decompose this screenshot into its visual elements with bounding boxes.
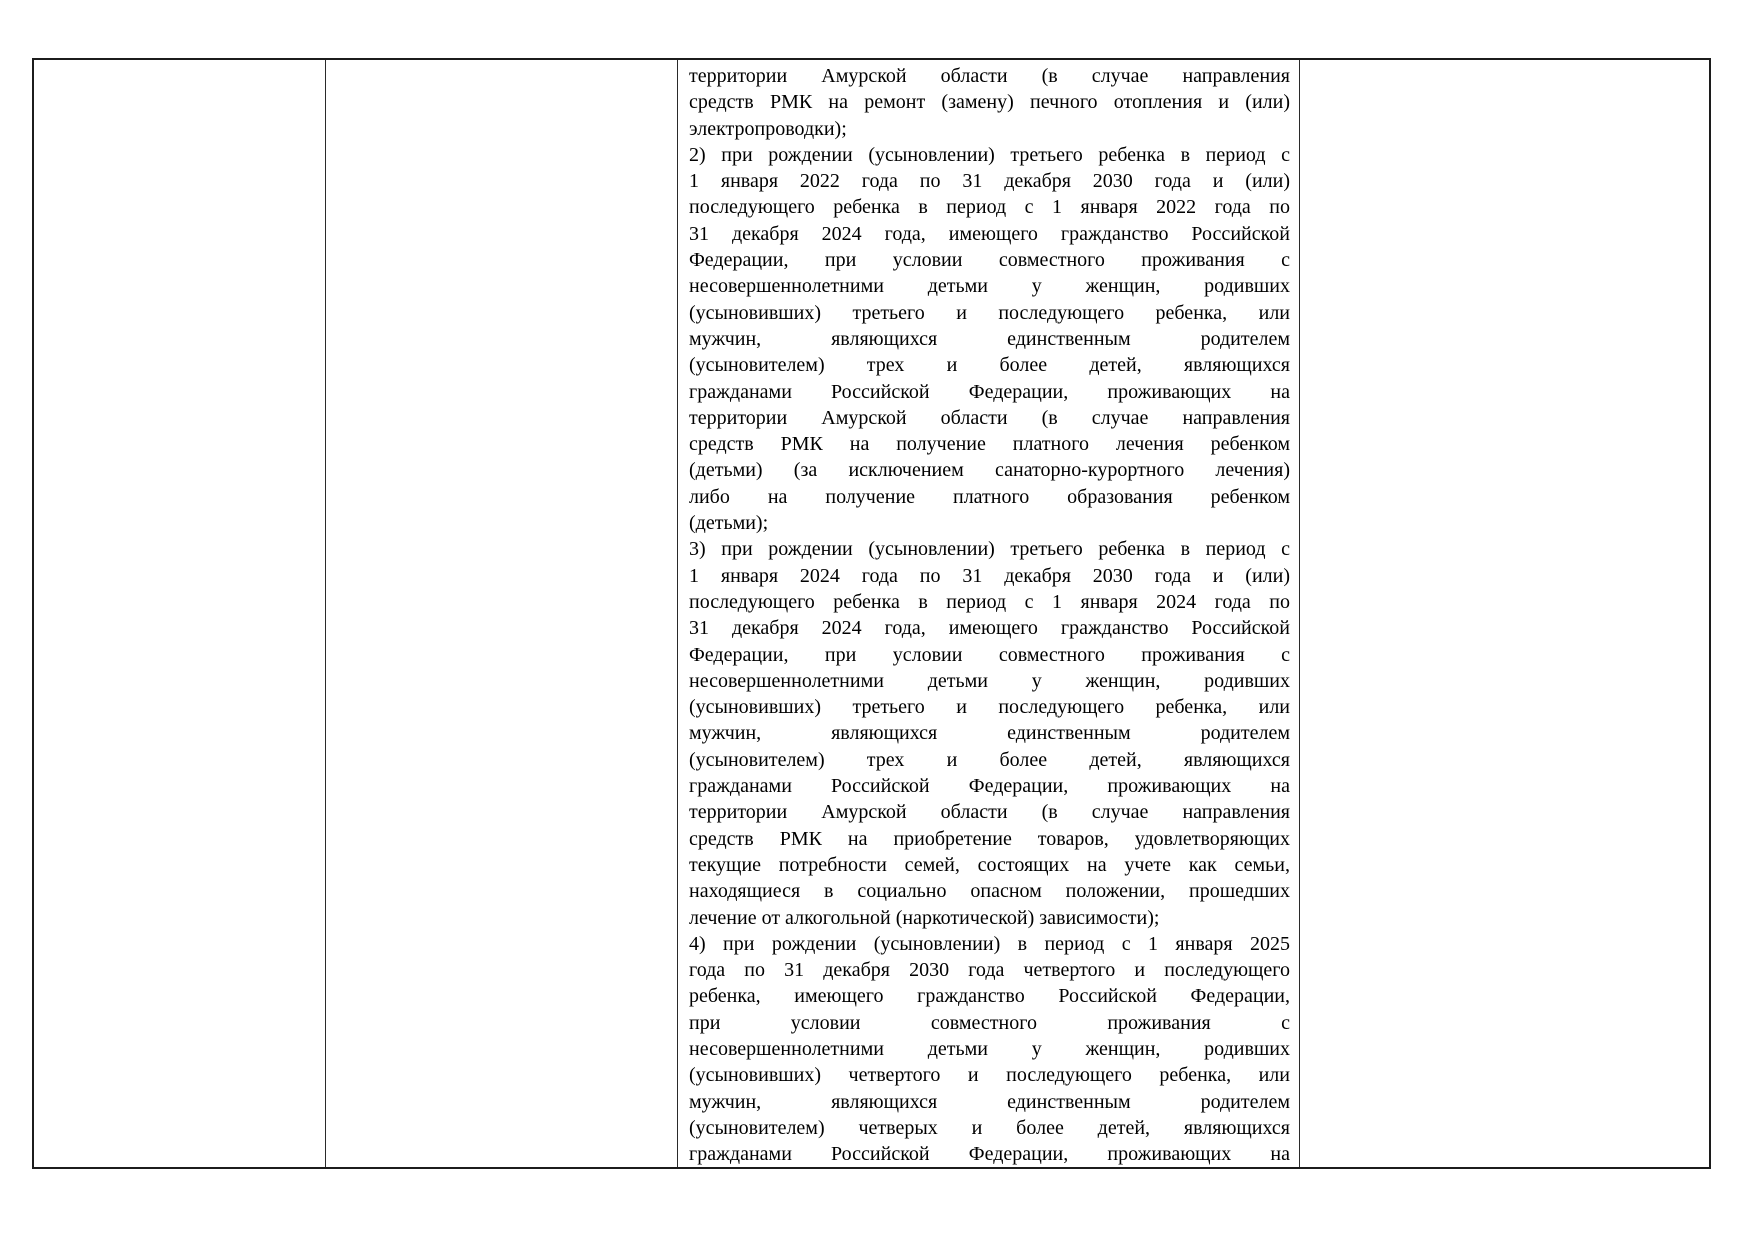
text-line: территории Амурской области (в случае направления (689, 65, 1290, 87)
text-line: гражданами Российской Федерации, проживающих на (689, 1143, 1290, 1166)
text-line: Федерации, при условии совместного проживания с (689, 643, 1290, 666)
text-line: 4) при рождении (усыновлении) в период с 1 января 2025 (689, 932, 1290, 955)
text-line: текущие потребности семей, состоящих на учете как семьи, (689, 853, 1290, 876)
text-line: последующего ребенка в период с 1 января 2022 года по (689, 196, 1290, 219)
text-line: (усыновивших) четвертого и последующего ребенка, или (689, 1064, 1290, 1087)
text-line: 31 декабря 2024 года, имеющего гражданство Российской (689, 617, 1290, 640)
text-line: средств РМК на получение платного лечения ребенком (689, 433, 1290, 456)
text-line: гражданами Российской Федерации, проживающих на (689, 775, 1290, 798)
text-line: 3) при рождении (усыновлении) третьего ребенка в период с (689, 538, 1290, 561)
text-line: гражданами Российской Федерации, проживающих на (689, 380, 1290, 403)
text-line: средств РМК на приобретение товаров, удовлетворяющих (689, 827, 1290, 850)
text-line: (усыновителем) трех и более детей, являющихся (689, 354, 1290, 377)
text-line: электропроводки); (689, 117, 847, 140)
text-line: несовершеннолетними детьми у женщин, родивших (689, 1037, 1290, 1060)
text-line: территории Амурской области (в случае направления (689, 406, 1290, 429)
text-line: ребенка, имеющего гражданство Российской Федерации, (689, 985, 1290, 1008)
text-line: (усыновителем) трех и более детей, являющихся (689, 748, 1290, 771)
text-line: (усыновивших) третьего и последующего ребенка, или (689, 696, 1290, 719)
text-line: несовершеннолетними детьми у женщин, родивших (689, 669, 1290, 692)
document-table (32, 58, 1711, 1169)
text-line: (усыновителем) четверых и более детей, являющихся (689, 1116, 1290, 1139)
table-cell-text (678, 60, 1300, 1167)
text-line: мужчин, являющихся единственным родителем (689, 327, 1290, 350)
text-line: территории Амурской области (в случае направления (689, 801, 1290, 824)
table-cell-empty-1 (34, 60, 326, 1167)
text-line: 1 января 2024 года по 31 декабря 2030 года и (или) (689, 564, 1290, 587)
table-cell-empty-3 (1300, 60, 1709, 1167)
text-line: лечение от алкогольной (наркотической) зависимости); (689, 906, 1160, 929)
text-line: 2) при рождении (усыновлении) третьего ребенка в период с (689, 143, 1290, 166)
text-line: (усыновивших) третьего и последующего ребенка, или (689, 301, 1290, 324)
text-line: (детьми); (689, 512, 769, 535)
text-line: мужчин, являющихся единственным родителем (689, 722, 1290, 745)
text-line: при условии совместного проживания с (689, 1011, 1290, 1034)
text-line: средств РМК на ремонт (замену) печного отопления и (или) (689, 91, 1290, 114)
text-line: последующего ребенка в период с 1 января 2024 года по (689, 590, 1290, 613)
text-line: либо на получение платного образования ребенком (689, 485, 1290, 508)
table-cell-empty-2 (326, 60, 678, 1167)
text-line: Федерации, при условии совместного проживания с (689, 249, 1290, 272)
text-line: (детьми) (за исключением санаторно-курортного лечения) (689, 459, 1290, 482)
text-line: года по 31 декабря 2030 года четвертого и последующего (689, 959, 1290, 982)
text-line: находящиеся в социально опасном положении, прошедших (689, 880, 1290, 903)
text-line: мужчин, являющихся единственным родителем (689, 1090, 1290, 1113)
text-line: 31 декабря 2024 года, имеющего гражданство Российской (689, 222, 1290, 245)
text-line: 1 января 2022 года по 31 декабря 2030 года и (или) (689, 170, 1290, 193)
text-line: несовершеннолетними детьми у женщин, родивших (689, 275, 1290, 298)
